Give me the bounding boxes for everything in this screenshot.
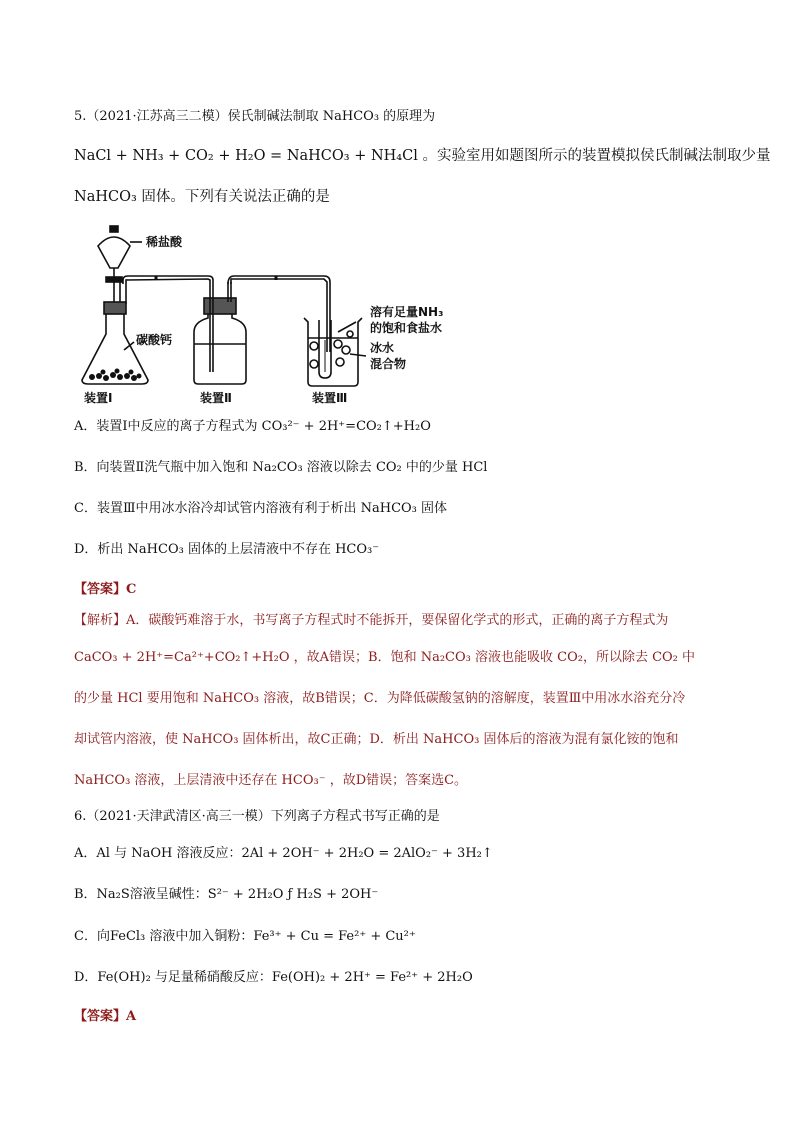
label-apparatus-2: 装置Ⅱ [200,391,232,405]
q5-analysis-line4: 却试管内溶液，使 NaHCO₃ 固体析出，故C正确；D．析出 NaHCO₃ 固体后的溶液为混有氯化铵的饱和 [74,732,679,747]
label-ice-water-1: 冰水 [370,341,395,355]
label-caco3: 碳酸钙 [136,333,173,347]
q5-option-c: C．装置Ⅲ中用冰水浴冷却试管内溶液有利于析出 NaHCO₃ 固体 [74,501,448,516]
q5-stem-line2: NaCl + NH₃ + CO₂ + H₂O = NaHCO₃ + NH₄Cl 。实验室用如题图所示的装置模拟侯氏制碱法制取少量 [74,148,771,164]
apparatus-svg [76,222,456,410]
q6-option-b: B．Na₂S溶液呈碱性：S²⁻ + 2H₂O ƒ H₂S + 2OH⁻ [74,887,379,902]
q5-stem-line3: NaHCO₃ 固体。下列有关说法正确的是 [74,189,330,205]
wash-bottle [194,314,246,384]
label-apparatus-3: 装置Ⅲ [312,391,348,405]
connect-tube-2 [228,276,330,352]
caco3-granules [89,369,142,382]
apparatus-diagram [76,222,456,410]
q5-option-b: B．向装置Ⅱ洗气瓶中加入饱和 Na₂CO₃ 溶液以除去 CO₂ 中的少量 HCl [74,460,488,475]
beaker [304,318,362,386]
label-ice-water-2: 混合物 [370,357,407,371]
label-nacl-solution-1: 溶有足量NH₃ [370,305,444,319]
nacl-pointer [338,322,356,332]
flask-stopper [104,302,126,314]
funnel-stopper [110,226,118,232]
q5-analysis-line2: CaCO₃ + 2H⁺=Ca²⁺+CO₂↑+H₂O ，故A错误；B．饱和 Na₂CO₃ 溶液也能吸收 CO₂，所以除去 CO₂ 中 [74,650,696,665]
q6-option-a: A．Al 与 NaOH 溶液反应：2Al + 2OH⁻ + 2H₂O = 2AlO₂⁻ + 3H₂↑ [74,846,493,861]
q5-option-d: D．析出 NaHCO₃ 固体的上层清液中不存在 HCO₃⁻ [74,542,380,557]
q6-answer: 【答案】A [74,1009,137,1024]
q5-analysis-line3: 的少量 HCl 要用饱和 NaHCO₃ 溶液，故B错误；C．为降低碳酸氢钠的溶解度，装置Ⅲ中用冰水浴充分冷 [74,691,686,706]
q6-option-d: D．Fe(OH)₂ 与足量稀硝酸反应：Fe(OH)₂ + 2H⁺ = Fe²⁺ + 2H₂O [74,970,473,985]
q6-stem: 6.（2021·天津武清区·高三一模）下列离子方程式书写正确的是 [74,809,440,824]
q6-option-c: C．向FeCl₃ 溶液中加入铜粉：Fe³⁺ + Cu = Fe²⁺ + Cu²⁺ [74,929,416,944]
q5-option-a: A．装置Ⅰ中反应的离子方程式为 CO₃²⁻ + 2H⁺=CO₂↑+H₂O [74,419,431,434]
q5-stem-line1: 5.（2021·江苏高三二模）侯氏制碱法制取 NaHCO₃ 的原理为 [74,109,436,124]
q5-answer: 【答案】C [74,582,137,597]
ice-pointer [350,354,366,356]
q5-analysis-line5: NaHCO₃ 溶液，上层清液中还存在 HCO₃⁻ ，故D错误；答案选C。 [74,773,468,788]
label-nacl-solution-2: 的饱和食盐水 [370,321,443,335]
q5-analysis-line1: 【解析】A．碳酸钙难溶于水，书写离子方程式时不能拆开，要保留化学式的形式，正确的离子方程式为 [74,613,669,628]
funnel-stopcock [106,277,122,282]
label-dilute-hcl: 稀盐酸 [146,235,183,249]
label-apparatus-1: 装置Ⅰ [84,391,113,405]
separatory-funnel [98,237,130,268]
